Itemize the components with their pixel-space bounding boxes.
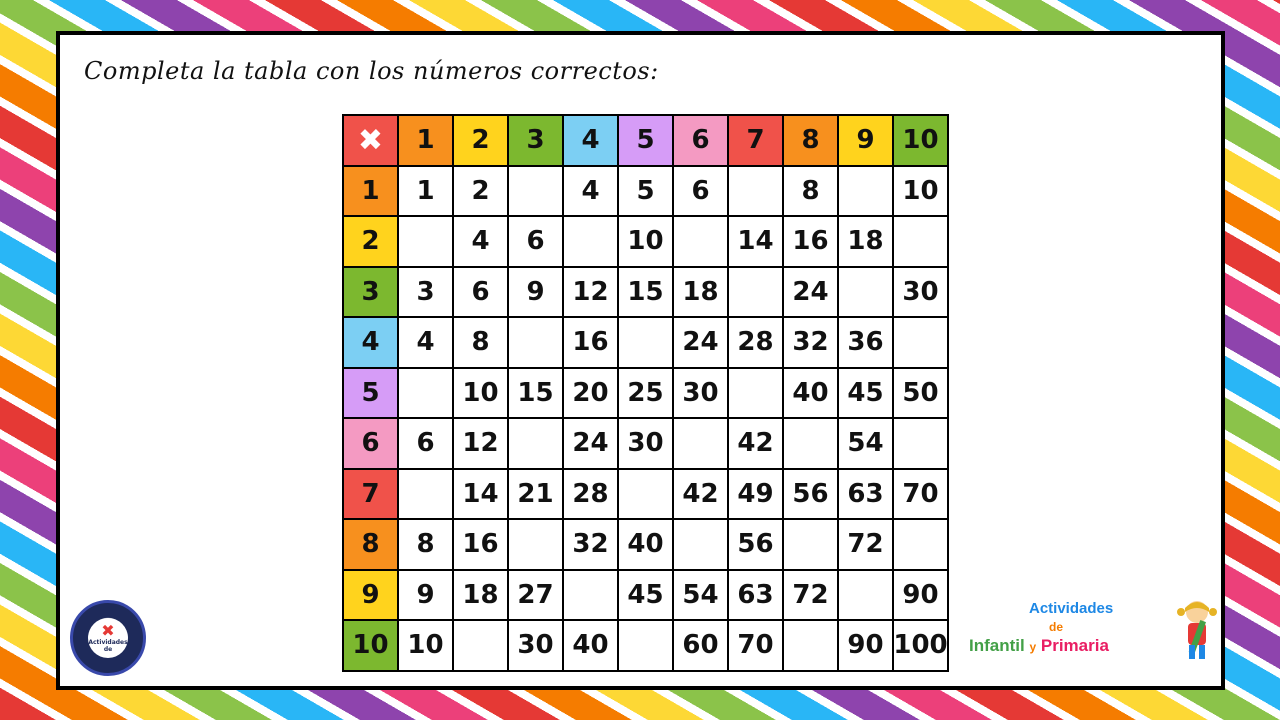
product-cell: 3 — [399, 268, 454, 319]
product-cell: 50 — [894, 369, 949, 420]
product-cell: 6 — [399, 419, 454, 470]
product-cell: 90 — [894, 571, 949, 622]
product-cell: 9 — [399, 571, 454, 622]
product-cell: 15 — [509, 369, 564, 420]
product-cell: 6 — [509, 217, 564, 268]
blank-answer-cell — [839, 571, 894, 622]
blank-answer-cell — [509, 419, 564, 470]
product-cell: 16 — [454, 520, 509, 571]
blank-answer-cell — [894, 217, 949, 268]
product-cell: 4 — [564, 167, 619, 218]
blank-answer-cell — [729, 167, 784, 218]
blank-answer-cell — [454, 621, 509, 672]
product-cell: 36 — [839, 318, 894, 369]
instruction-text: Completa la tabla con los números correctos: — [84, 57, 659, 85]
product-cell: 60 — [674, 621, 729, 672]
product-cell: 25 — [619, 369, 674, 420]
product-cell: 24 — [784, 268, 839, 319]
product-cell: 56 — [729, 520, 784, 571]
product-cell: 28 — [564, 470, 619, 521]
product-cell: 54 — [839, 419, 894, 470]
badge-x-icon: ✖ — [101, 621, 115, 640]
blank-answer-cell — [894, 419, 949, 470]
product-cell: 4 — [399, 318, 454, 369]
product-cell: 24 — [674, 318, 729, 369]
product-cell: 8 — [454, 318, 509, 369]
badge-logo — [70, 600, 146, 676]
blank-answer-cell — [619, 470, 674, 521]
product-cell: 1 — [399, 167, 454, 218]
row-header: 10 — [344, 621, 399, 672]
logo-line-2: de — [1049, 620, 1064, 634]
product-cell: 8 — [399, 520, 454, 571]
multiply-icon: ✖ — [344, 116, 399, 167]
brand-logo — [969, 600, 1169, 664]
product-cell: 100 — [894, 621, 949, 672]
product-cell: 14 — [454, 470, 509, 521]
product-cell: 10 — [894, 167, 949, 218]
column-header: 6 — [674, 116, 729, 167]
blank-answer-cell — [399, 369, 454, 420]
product-cell: 45 — [839, 369, 894, 420]
blank-answer-cell — [509, 167, 564, 218]
column-header: 1 — [399, 116, 454, 167]
column-header: 5 — [619, 116, 674, 167]
girl-mascot-icon — [1175, 598, 1219, 664]
product-cell: 45 — [619, 571, 674, 622]
blank-answer-cell — [619, 318, 674, 369]
product-cell: 10 — [619, 217, 674, 268]
product-cell: 18 — [454, 571, 509, 622]
product-cell: 6 — [454, 268, 509, 319]
logo-line-1: Actividades — [1029, 600, 1114, 617]
column-header: 8 — [784, 116, 839, 167]
product-cell: 56 — [784, 470, 839, 521]
blank-answer-cell — [399, 470, 454, 521]
logo-line-3 — [969, 636, 1109, 656]
product-cell: 49 — [729, 470, 784, 521]
product-cell: 30 — [509, 621, 564, 672]
product-cell: 9 — [509, 268, 564, 319]
product-cell: 4 — [454, 217, 509, 268]
row-header: 2 — [344, 217, 399, 268]
product-cell: 8 — [784, 167, 839, 218]
blank-answer-cell — [674, 419, 729, 470]
blank-answer-cell — [729, 268, 784, 319]
blank-answer-cell — [674, 217, 729, 268]
product-cell: 27 — [509, 571, 564, 622]
product-cell: 63 — [729, 571, 784, 622]
product-cell: 63 — [839, 470, 894, 521]
product-cell: 28 — [729, 318, 784, 369]
product-cell: 12 — [454, 419, 509, 470]
product-cell: 90 — [839, 621, 894, 672]
blank-answer-cell — [894, 520, 949, 571]
row-header: 9 — [344, 571, 399, 622]
product-cell: 16 — [784, 217, 839, 268]
row-header: 1 — [344, 167, 399, 218]
blank-answer-cell — [839, 167, 894, 218]
multiplication-table — [342, 114, 949, 672]
column-header: 10 — [894, 116, 949, 167]
product-cell: 21 — [509, 470, 564, 521]
blank-answer-cell — [784, 520, 839, 571]
blank-answer-cell — [674, 520, 729, 571]
blank-answer-cell — [509, 520, 564, 571]
product-cell: 30 — [619, 419, 674, 470]
product-cell: 18 — [674, 268, 729, 319]
product-cell: 32 — [784, 318, 839, 369]
product-cell: 54 — [674, 571, 729, 622]
logo-word-infantil: Infantil — [969, 636, 1025, 655]
column-header: 7 — [729, 116, 784, 167]
blank-answer-cell — [894, 318, 949, 369]
product-cell: 10 — [399, 621, 454, 672]
row-header: 4 — [344, 318, 399, 369]
product-cell: 15 — [619, 268, 674, 319]
blank-answer-cell — [784, 621, 839, 672]
product-cell: 30 — [894, 268, 949, 319]
product-cell: 32 — [564, 520, 619, 571]
product-cell: 70 — [894, 470, 949, 521]
product-cell: 10 — [454, 369, 509, 420]
badge-text-mid: de — [103, 646, 113, 653]
product-cell: 18 — [839, 217, 894, 268]
product-cell: 24 — [564, 419, 619, 470]
product-cell: 70 — [729, 621, 784, 672]
product-cell: 12 — [564, 268, 619, 319]
product-cell: 30 — [674, 369, 729, 420]
product-cell: 40 — [564, 621, 619, 672]
row-header: 7 — [344, 470, 399, 521]
product-cell: 2 — [454, 167, 509, 218]
product-cell: 40 — [784, 369, 839, 420]
product-cell: 42 — [729, 419, 784, 470]
product-cell: 16 — [564, 318, 619, 369]
product-cell: 40 — [619, 520, 674, 571]
row-header: 3 — [344, 268, 399, 319]
column-header: 4 — [564, 116, 619, 167]
logo-word-primaria: Primaria — [1040, 636, 1109, 655]
row-header: 6 — [344, 419, 399, 470]
product-cell: 72 — [839, 520, 894, 571]
product-cell: 42 — [674, 470, 729, 521]
blank-answer-cell — [509, 318, 564, 369]
blank-answer-cell — [399, 217, 454, 268]
row-header: 5 — [344, 369, 399, 420]
badge-text-top: Actividades — [88, 639, 128, 646]
worksheet-card — [56, 31, 1225, 690]
product-cell: 5 — [619, 167, 674, 218]
row-header: 8 — [344, 520, 399, 571]
column-header: 9 — [839, 116, 894, 167]
blank-answer-cell — [729, 369, 784, 420]
blank-answer-cell — [784, 419, 839, 470]
product-cell: 6 — [674, 167, 729, 218]
product-cell: 14 — [729, 217, 784, 268]
blank-answer-cell — [564, 571, 619, 622]
column-header: 2 — [454, 116, 509, 167]
blank-answer-cell — [839, 268, 894, 319]
blank-answer-cell — [564, 217, 619, 268]
column-header: 3 — [509, 116, 564, 167]
product-cell: 20 — [564, 369, 619, 420]
logo-word-y: y — [1029, 640, 1037, 654]
product-cell: 72 — [784, 571, 839, 622]
blank-answer-cell — [619, 621, 674, 672]
